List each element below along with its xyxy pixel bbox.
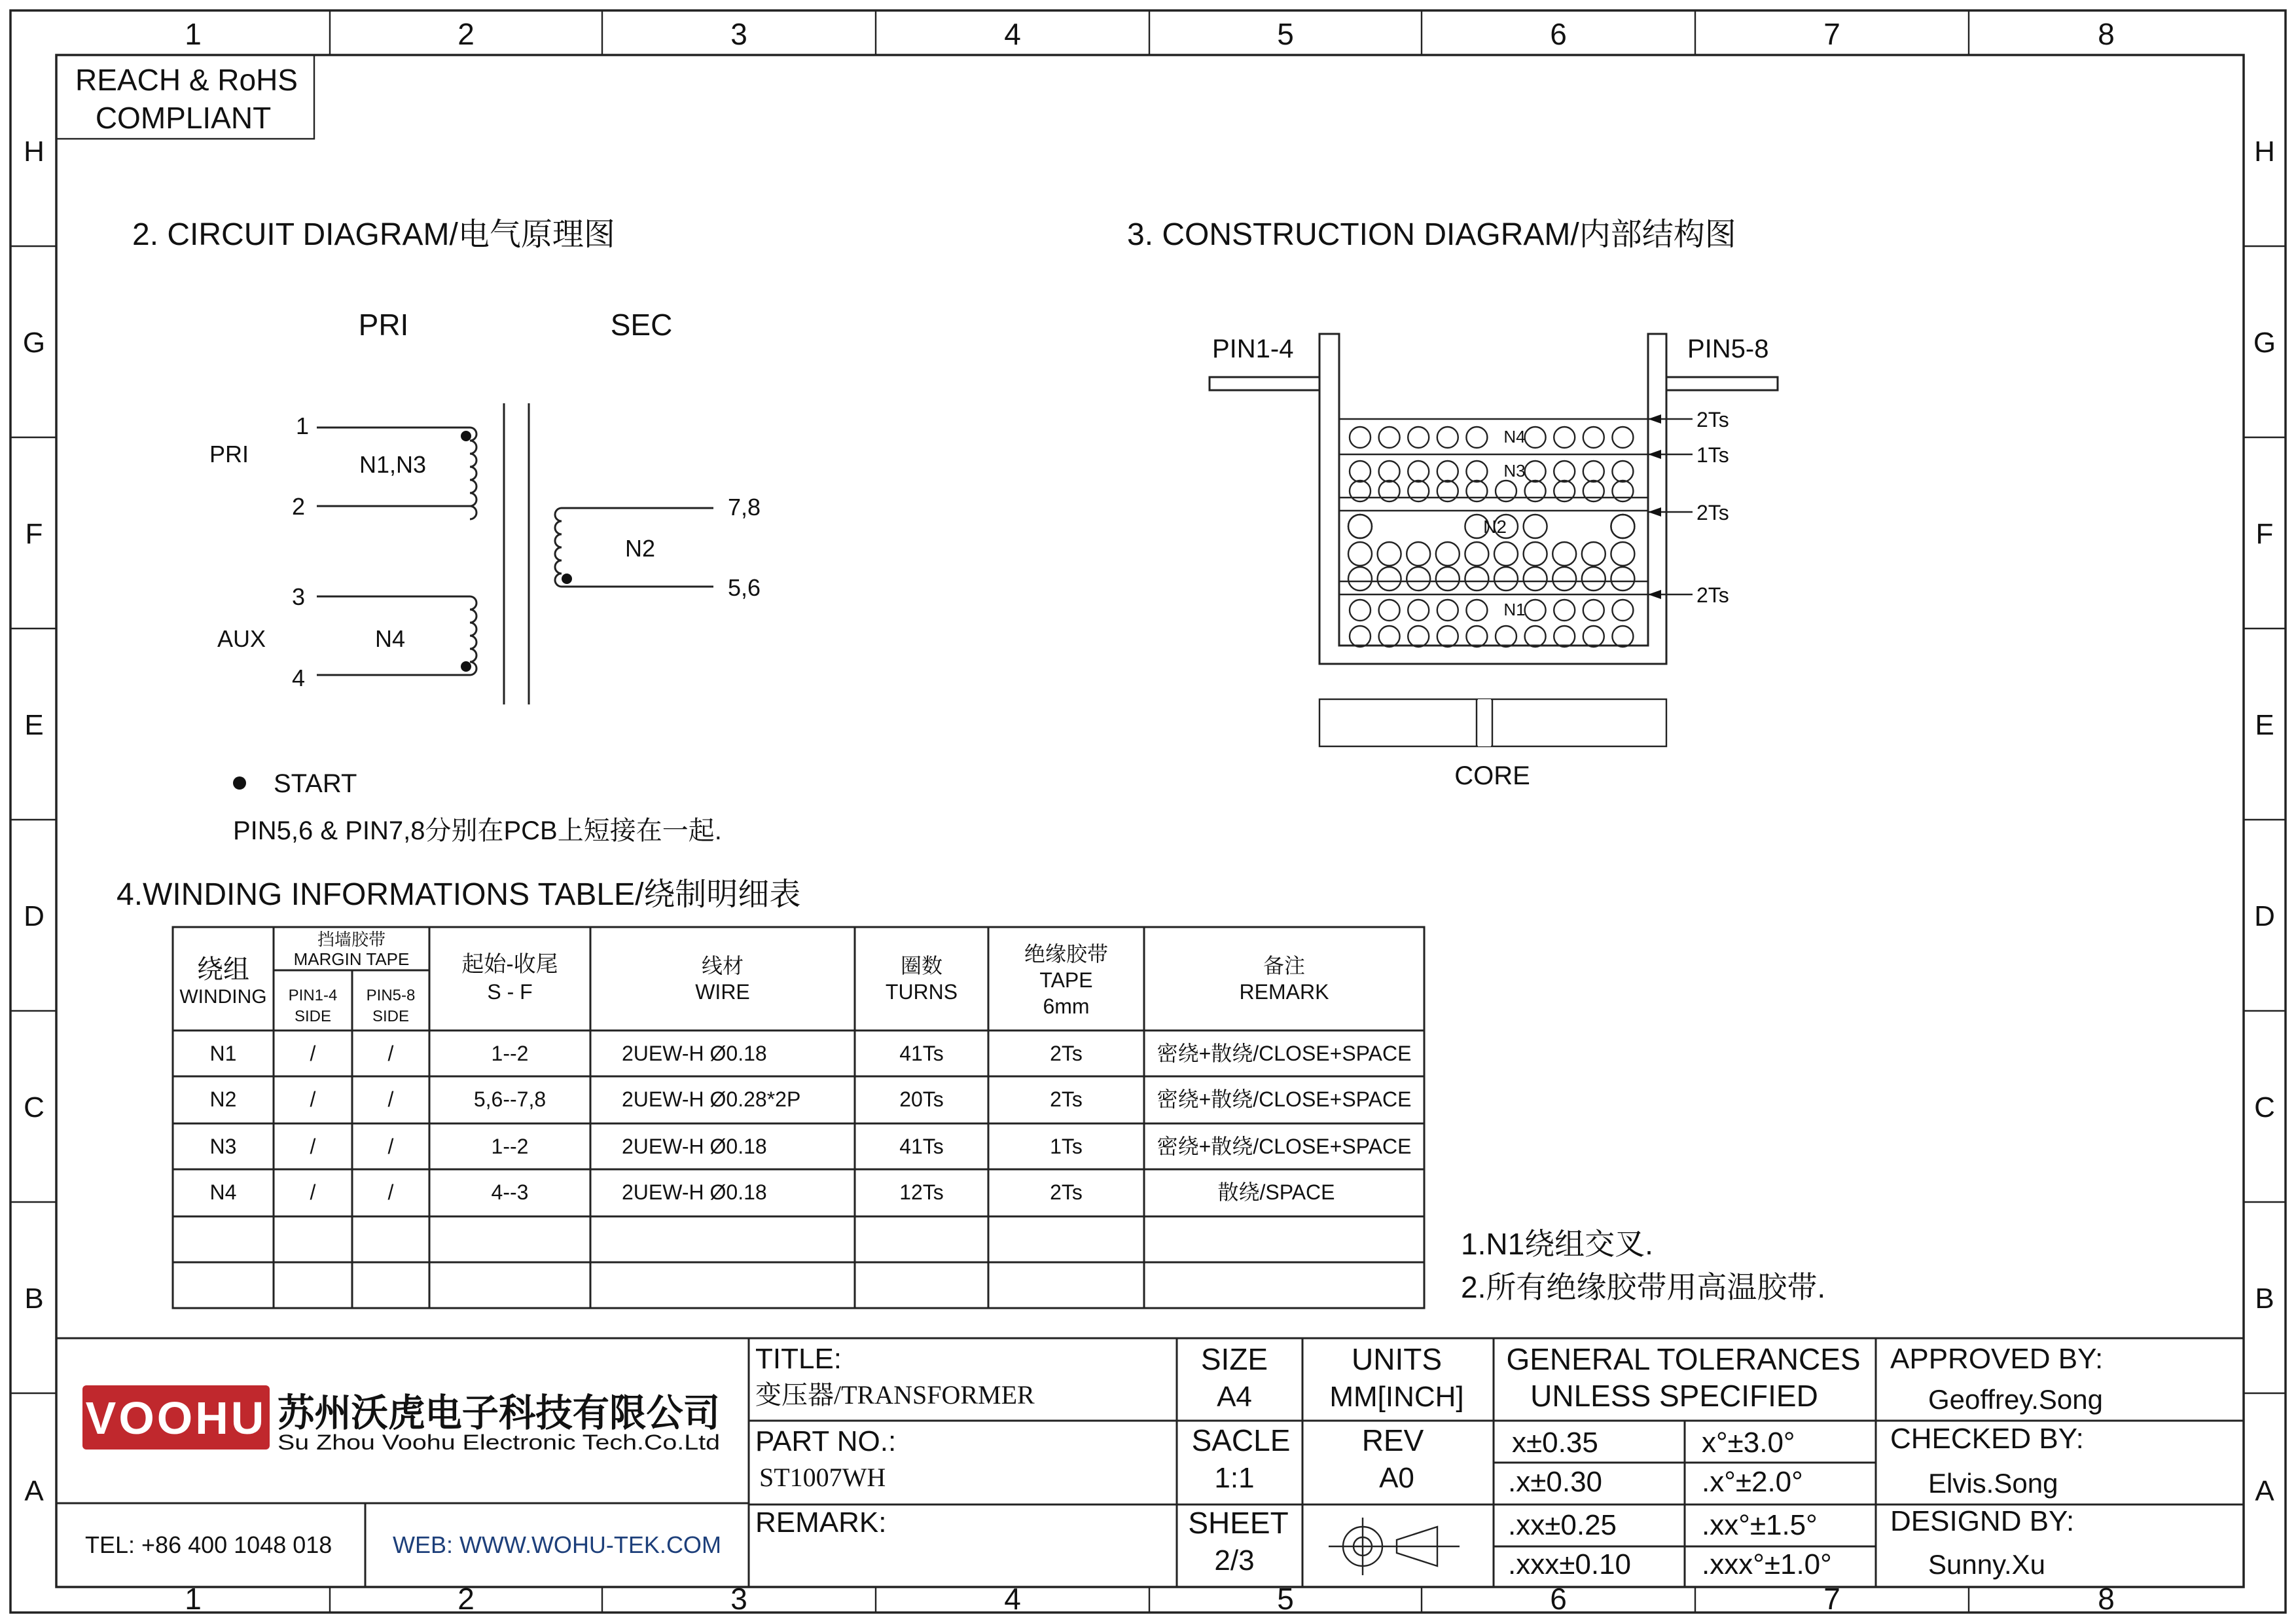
frame-row-label: E [2255,709,2274,741]
layer-n2-label: N2 [1483,517,1507,537]
wire-turn [1524,542,1547,566]
frame-col-label: 8 [2098,17,2115,51]
pri-header: PRI [358,308,409,342]
svg-text:1--2: 1--2 [491,1135,529,1158]
sheet-label: SHEET [1188,1506,1289,1540]
pin-1-label: 1 [295,412,310,439]
wire-turn [1408,626,1429,647]
bobbin-outline [1319,334,1666,664]
hdr-pin14-side: SIDE [294,1008,332,1025]
note-1: 1.N1绕组交叉. [1461,1227,1653,1261]
frame-row-label: E [24,709,44,741]
frame-col-label: 6 [1550,1582,1567,1616]
svg-text:/: / [387,1087,394,1111]
svg-text:密绕+散绕/CLOSE+SPACE: 密绕+散绕/CLOSE+SPACE [1157,1135,1412,1158]
svg-text:2Ts: 2Ts [1050,1087,1083,1111]
frame-col-label: 3 [730,1582,747,1616]
tel-text: TEL: +86 400 1048 018 [85,1531,332,1558]
wire-turn [1611,542,1634,566]
hdr-tape-mm: 6mm [1043,994,1090,1018]
tolerance-heading-2: UNLESS SPECIFIED [1530,1379,1818,1413]
svg-text:/: / [387,1135,394,1158]
frame-row-label: B [24,1283,44,1315]
wire-turn [1582,567,1605,591]
remark-label: REMARK: [755,1506,887,1539]
wire-turn [1466,461,1487,482]
wire-turn [1436,542,1460,566]
wire-circles [1348,427,1634,647]
wire-turn [1554,427,1575,448]
wire-turn [1496,626,1516,647]
frame-row-label: G [2253,327,2276,359]
svg-text:2UEW-H Ø0.28*2P: 2UEW-H Ø0.28*2P [622,1087,801,1111]
wire-turn [1348,515,1372,538]
wire-turn [1437,427,1458,448]
tol-linear-1: .x±0.30 [1508,1466,1603,1498]
svg-text:12Ts: 12Ts [899,1180,944,1204]
svg-text:/: / [310,1135,316,1158]
core-graphic [1319,699,1666,746]
frame-col-label: 4 [1004,17,1021,51]
company-logo [82,1385,270,1450]
company-name-en: Su Zhou Voohu Electronic Tech.Co.Ltd [278,1431,720,1454]
wire-turn [1612,427,1633,448]
n2-label: N2 [624,535,656,562]
hdr-sf-cn: 起始-收尾 [461,952,558,977]
part-value: ST1007WH [759,1463,886,1492]
wire-turn [1379,600,1400,621]
scale-value: 1:1 [1214,1462,1255,1494]
hdr-remark-cn: 备注 [1263,954,1306,977]
wire-turn [1407,567,1430,591]
frame-col-label: 1 [185,1582,202,1616]
frame-row-label: G [22,327,46,359]
title-value: 变压器/TRANSFORMER [755,1380,1035,1410]
rev-label: REV [1361,1423,1424,1457]
frame-row-label: D [2254,900,2275,932]
rev-value: A0 [1379,1462,1414,1494]
compliance-badge [56,55,314,139]
wire-turn [1611,567,1634,591]
hdr-tape-en: TAPE [1039,968,1093,992]
hdr-pin14: PIN1-4 [288,987,338,1004]
frame-row-label: H [2254,136,2275,168]
svg-text:1--2: 1--2 [491,1042,529,1065]
wire-turn [1378,542,1401,566]
start-legend-dot [233,776,246,790]
title-label: TITLE: [755,1343,842,1375]
tol-linear-0: x±0.35 [1512,1427,1598,1459]
wire-turn [1379,626,1400,647]
circuit-heading: 2. CIRCUIT DIAGRAM/电气原理图 [132,217,615,252]
frame-col-label: 8 [2098,1582,2115,1616]
tol-linear-2: .xx±0.25 [1508,1509,1617,1541]
svg-text:N2: N2 [209,1087,237,1111]
frame-col-label: 7 [1823,17,1840,51]
hdr-wire-en: WIRE [695,980,750,1004]
company-name-cn: 苏州沃虎电子科技有限公司 [278,1392,720,1434]
units-label: UNITS [1352,1342,1442,1376]
hdr-sf-en: S - F [487,980,533,1004]
wire-turn [1583,461,1604,482]
frame-col-label: 1 [185,17,202,51]
wire-turn [1552,542,1576,566]
hdr-winding-en: WINDING [179,986,267,1008]
circuit-note: PIN5,6 & PIN7,8分别在PCB上短接在一起. [233,816,722,845]
tol-angular-1: .x°±2.0° [1702,1466,1803,1498]
size-value: A4 [1217,1381,1252,1413]
tolerance-heading-1: GENERAL TOLERANCES [1506,1342,1861,1376]
pin-3-label: 3 [291,583,306,610]
hdr-margin-en: MARGIN TAPE [293,949,410,969]
sheet-value: 2/3 [1214,1544,1255,1577]
wire-turn [1494,567,1518,591]
frame-row-label: A [2255,1475,2274,1507]
n4-label: N4 [374,625,406,652]
wire-turn [1466,427,1487,448]
svg-text:20Ts: 20Ts [899,1087,944,1111]
table-row [210,1180,1335,1204]
table-row [210,1135,1412,1158]
frame-col-label: 5 [1277,17,1294,51]
wire-turn [1348,567,1372,591]
wire-turn [1466,626,1487,647]
svg-text:/: / [310,1087,316,1111]
designed-label: DESIGND BY: [1890,1505,2075,1537]
wire-turn [1612,600,1633,621]
aux-label: AUX [217,625,266,652]
table-row [210,1042,1412,1065]
wire-turn [1408,427,1429,448]
svg-text:2UEW-H Ø0.18: 2UEW-H Ø0.18 [622,1135,767,1158]
pin-left-label: PIN1-4 [1212,335,1294,363]
title-block [56,1338,2244,1587]
wire-turn [1379,427,1400,448]
table-heading: 4.WINDING INFORMATIONS TABLE/绕制明细表 [117,877,801,912]
scale-label: SACLE [1191,1423,1291,1457]
svg-text:4--3: 4--3 [491,1180,529,1204]
svg-text:2Ts: 2Ts [1050,1180,1083,1204]
size-label: SIZE [1200,1342,1268,1376]
frame-col-label: 2 [457,17,475,51]
frame-col-label: 2 [457,1582,475,1616]
layer-n1-label: N1 [1503,600,1526,619]
wire-turn [1582,542,1605,566]
frame-col-label: 3 [730,17,747,51]
frame-row-label: A [24,1475,44,1507]
svg-text:/: / [387,1042,394,1065]
wire-turn [1525,600,1546,621]
frame-col-label: 6 [1550,17,1567,51]
tape-label-4: 2Ts [1696,583,1729,607]
hdr-tape-cn: 绝缘胶带 [1024,942,1109,966]
note-2: 2.所有绝缘胶带用高温胶带. [1461,1270,1826,1304]
table-grid [173,927,1424,1308]
wire-turn [1611,515,1634,538]
wire-turn [1524,567,1547,591]
pin-right-flange [1666,377,1778,390]
svg-text:密绕+散绕/CLOSE+SPACE: 密绕+散绕/CLOSE+SPACE [1157,1087,1412,1111]
table-row [210,1087,1412,1111]
hdr-pin58: PIN5-8 [366,987,416,1004]
pin-right-label: PIN5-8 [1687,335,1769,363]
wire-turn [1465,542,1488,566]
wire-turn [1350,626,1371,647]
pin-78-label: 7,8 [728,494,761,520]
tape-label-3: 2Ts [1696,501,1729,524]
wire-turn [1436,567,1460,591]
svg-text:1Ts: 1Ts [1050,1135,1083,1158]
frame-col-label: 5 [1277,1582,1294,1616]
hdr-remark-en: REMARK [1239,980,1329,1004]
svg-text:5,6--7,8: 5,6--7,8 [473,1087,547,1111]
frame-row-label: F [2255,518,2274,550]
svg-text:N3: N3 [209,1135,237,1158]
wire-turn [1554,626,1575,647]
wire-turn [1350,600,1371,621]
tape-label-2: 1Ts [1696,443,1729,467]
svg-text:散绕/SPACE: 散绕/SPACE [1217,1180,1335,1204]
tol-angular-2: .xx°±1.5° [1702,1509,1818,1541]
hdr-pin58-side: SIDE [372,1008,410,1025]
tape-arrows [1648,414,1693,599]
core-label: CORE [1454,761,1530,790]
circuit-diagram [132,217,761,845]
frame-row-label: C [24,1091,45,1123]
wire-turn [1583,626,1604,647]
hdr-turns-en: TURNS [885,980,958,1004]
compliance-line-1: REACH & RoHS [75,63,298,97]
svg-text:/: / [310,1180,316,1204]
wire-turn [1524,515,1547,538]
wire-turn [1437,626,1458,647]
tape-label-1: 2Ts [1696,408,1729,431]
hdr-margin-cn: 挡墙胶带 [317,930,386,949]
wire-turn [1525,626,1546,647]
wire-turn [1407,542,1430,566]
svg-text:2UEW-H Ø0.18: 2UEW-H Ø0.18 [622,1042,767,1065]
frame-row-label: F [25,518,43,550]
tol-angular-0: x°±3.0° [1702,1427,1795,1459]
wire-turn [1350,461,1371,482]
wire-turn [1494,542,1518,566]
designed-value: Sunny.Xu [1928,1549,2046,1580]
tol-angular-3: .xxx°±1.0° [1702,1548,1832,1580]
wire-turn [1408,600,1429,621]
dot-start-n4 [461,661,471,672]
n1n3-label: N1,N3 [359,451,427,478]
hdr-turns-cn: 圈数 [900,954,943,977]
approved-value: Geoffrey.Song [1928,1384,2103,1415]
dot-start-n1n3 [461,431,471,441]
wire-turn [1525,427,1546,448]
wire-turn [1408,461,1429,482]
start-legend-label: START [274,769,357,798]
wire-turn [1583,600,1604,621]
wire-turn [1612,461,1633,482]
construction-diagram [1127,217,1778,790]
units-value: MM[INCH] [1329,1381,1464,1413]
checked-value: Elvis.Song [1928,1468,2058,1499]
sec-header: SEC [610,308,673,342]
wire-turn [1525,461,1546,482]
wire-turn [1466,600,1487,621]
layer-n3-label: N3 [1503,461,1526,481]
wire-turn [1554,600,1575,621]
projection-symbol-icon [1329,1518,1460,1575]
svg-text:2Ts: 2Ts [1050,1042,1083,1065]
hdr-winding-cn: 绕组 [197,955,249,984]
wire-turn [1612,626,1633,647]
frame-row-label: C [2254,1091,2275,1123]
wire-turn [1378,567,1401,591]
pin-56-label: 5,6 [728,574,761,601]
svg-text:/: / [387,1180,394,1204]
frame-row-label: H [24,136,45,168]
checked-label: CHECKED BY: [1890,1423,2084,1455]
frame-col-label: 4 [1004,1582,1021,1616]
wire-turn [1350,427,1371,448]
web-text: WEB: WWW.WOHU-TEK.COM [393,1531,721,1558]
svg-text:2UEW-H Ø0.18: 2UEW-H Ø0.18 [622,1180,767,1204]
hdr-wire-cn: 线材 [701,954,744,977]
pin-4-label: 4 [291,665,306,691]
frame-col-label: 7 [1823,1582,1840,1616]
dot-start-n2 [562,574,572,584]
svg-text:41Ts: 41Ts [899,1135,944,1158]
wire-turn [1348,542,1372,566]
logo-wordmark: VOOHU [85,1393,267,1444]
part-label: PART NO.: [755,1425,897,1457]
pin-2-label: 2 [291,493,306,520]
compliance-line-2: COMPLIANT [95,101,272,135]
svg-text:密绕+散绕/CLOSE+SPACE: 密绕+散绕/CLOSE+SPACE [1157,1042,1412,1065]
wire-turn [1465,567,1488,591]
tol-linear-3: .xxx±0.10 [1508,1548,1632,1580]
frame-row-label: D [24,900,45,932]
layer-n4-label: N4 [1503,427,1526,447]
construction-heading: 3. CONSTRUCTION DIAGRAM/内部结构图 [1127,217,1736,252]
svg-text:N4: N4 [209,1180,237,1204]
svg-text:41Ts: 41Ts [899,1042,944,1065]
wire-turn [1437,461,1458,482]
pri-side-label: PRI [209,441,249,467]
frame-row-label: B [2255,1283,2274,1315]
winding-table [117,877,1424,1308]
wire-turn [1554,461,1575,482]
svg-text:N1: N1 [209,1042,237,1065]
wire-turn [1583,427,1604,448]
wire-turn [1379,461,1400,482]
wire-turn [1437,600,1458,621]
svg-text:/: / [310,1042,316,1065]
pin-left-flange [1210,377,1319,390]
approved-label: APPROVED BY: [1890,1343,2104,1375]
wire-turn [1552,567,1576,591]
